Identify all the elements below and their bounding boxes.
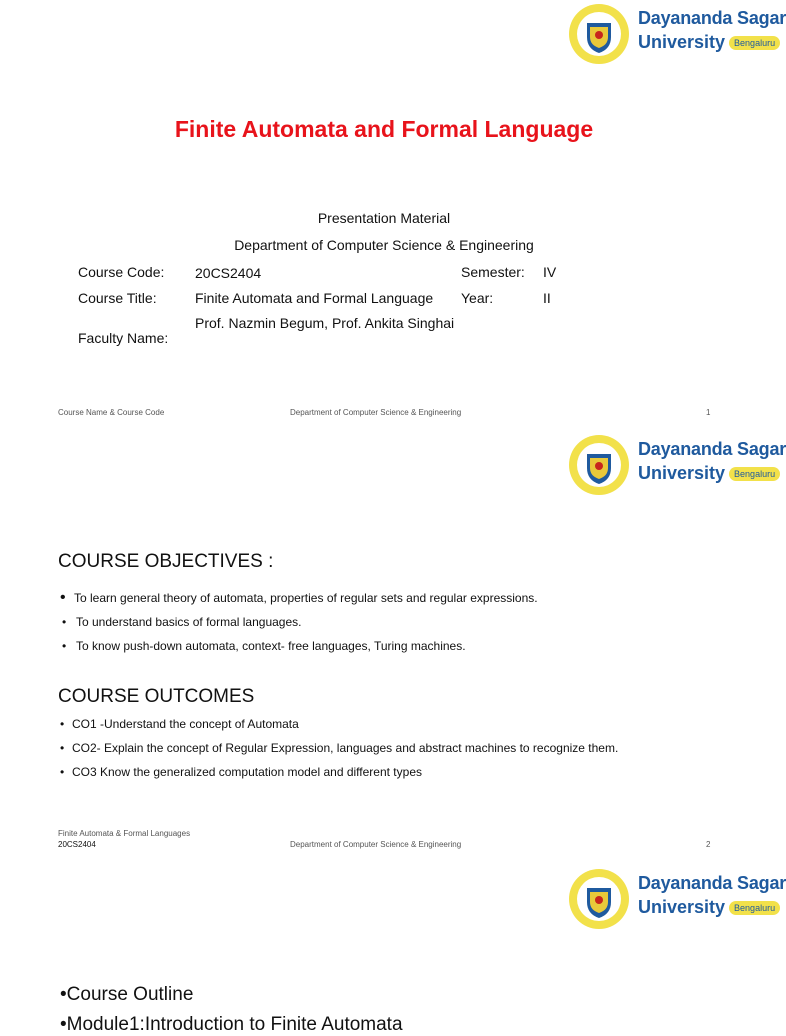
objective-text: To know push-down automata, context- free languages, Turing machines.	[76, 639, 466, 653]
objective-text: To understand basics of formal languages.	[76, 615, 302, 629]
footer-center: Department of Computer Science & Engineering	[290, 840, 462, 849]
objectives-heading: COURSE OBJECTIVES :	[58, 551, 274, 572]
university-line2	[638, 462, 780, 484]
university-logo	[568, 434, 786, 498]
outline-text: Course Outline	[66, 984, 194, 1005]
faculty-value: Prof. Nazmin Begum, Prof. Ankita Singhai	[195, 315, 455, 331]
footer-center: Department of Computer Science & Engineering	[290, 408, 462, 417]
university-logo	[568, 3, 786, 67]
slide-3	[0, 864, 786, 1035]
city-badge: Bengaluru	[729, 467, 780, 481]
page-number: 2	[706, 840, 711, 849]
university-line2	[638, 896, 780, 918]
subtitle-department: Department of Computer Science & Engineering	[234, 237, 534, 253]
outline-item	[60, 1014, 403, 1036]
year-value: II	[543, 290, 551, 306]
page-number: 1	[706, 408, 711, 417]
bullet: •	[60, 741, 65, 755]
outcomes-heading: COURSE OUTCOMES	[58, 686, 255, 707]
outcome-item	[60, 765, 422, 779]
objective-item	[60, 589, 538, 607]
university-seal-icon	[568, 868, 630, 930]
course-title-value: Finite Automata and Formal Language	[195, 290, 434, 306]
bullet: •	[62, 639, 67, 653]
university-word: University	[638, 463, 726, 483]
outcome-item	[60, 741, 618, 755]
footer-left-course: Finite Automata & Formal Languages	[58, 829, 191, 838]
bullet: •	[60, 589, 66, 606]
slide-1	[0, 0, 786, 432]
university-word: University	[638, 897, 726, 917]
city-badge: Bengaluru	[729, 901, 780, 915]
outline-item	[60, 984, 193, 1006]
university-name: Dayananda Sagar	[638, 439, 786, 459]
course-title-label: Course Title:	[78, 290, 157, 306]
objective-item	[62, 615, 301, 629]
university-line2	[638, 31, 780, 53]
bullet: •	[60, 1014, 67, 1035]
university-logo	[568, 868, 786, 932]
university-seal-icon	[568, 434, 630, 496]
outcome-item	[60, 717, 299, 731]
subtitle-presentation: Presentation Material	[317, 210, 451, 226]
objective-text: To learn general theory of automata, properties of regular sets and regular expressions.	[74, 591, 538, 605]
university-word: University	[638, 32, 726, 52]
bullet: •	[60, 717, 65, 731]
university-name: Dayananda Sagar	[638, 8, 786, 28]
bullet: •	[60, 765, 65, 779]
year-label: Year:	[461, 290, 494, 306]
bullet: •	[60, 984, 67, 1005]
outcome-text: CO3 Know the generalized computation model and different types	[72, 765, 422, 779]
university-name: Dayananda Sagar	[638, 873, 786, 893]
city-badge: Bengaluru	[729, 36, 780, 50]
faculty-label: Faculty Name:	[78, 330, 169, 346]
semester-value: IV	[543, 264, 557, 280]
outcome-text: CO2- Explain the concept of Regular Expression, languages and abstract machines to recognize them.	[72, 741, 619, 755]
presentation-title: Finite Automata and Formal Language	[174, 116, 594, 142]
course-code-value: 20CS2404	[195, 265, 262, 281]
bullet: •	[62, 615, 67, 629]
objective-item	[62, 639, 466, 653]
course-code-label: Course Code:	[78, 264, 165, 280]
outcome-text: CO1 -Understand the concept of Automata	[72, 717, 299, 731]
semester-label: Semester:	[461, 264, 525, 280]
footer-left: Course Name & Course Code	[58, 408, 165, 417]
footer-left-code: 20CS2404	[58, 840, 96, 849]
slide-2	[0, 432, 786, 864]
university-seal-icon	[568, 3, 630, 65]
outline-text: Module1:Introduction to Finite Automata	[66, 1014, 403, 1035]
